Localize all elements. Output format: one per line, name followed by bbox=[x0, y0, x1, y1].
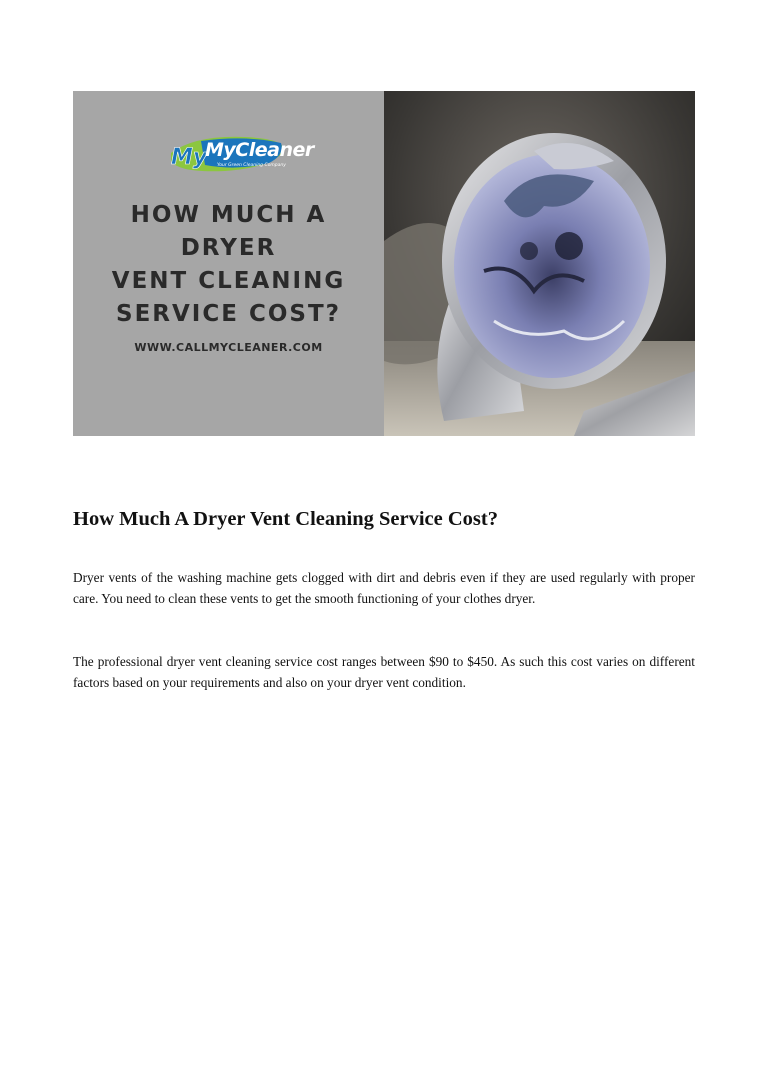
dryer-vent-lint-illustration bbox=[384, 91, 695, 436]
hero-headline bbox=[73, 199, 384, 331]
hero-headline-line: SERVICE COST? bbox=[116, 301, 341, 327]
logo-tagline: Your Green Cleaning Company bbox=[217, 163, 286, 168]
article-paragraph: Dryer vents of the washing machine gets clogged with dirt and debris even if they are used regularly with proper care. You need to clean these vents to get the smooth functioning of your clothes dryer. bbox=[73, 570, 695, 606]
article-paragraph: The professional dryer vent cleaning service cost ranges between $90 to $450. As such this cost varies on different factors based on your requirements and also on your dryer vent condition. bbox=[73, 654, 695, 690]
hero-headline-line: DRYER bbox=[180, 235, 277, 261]
hero-website-url: WWW.CALLMYCLEANER.COM bbox=[134, 341, 323, 354]
hero-headline-line: HOW MUCH A bbox=[130, 202, 327, 228]
hero-text-panel bbox=[73, 91, 384, 436]
svg-text:My: My bbox=[171, 145, 208, 170]
hero-headline-line: VENT CLEANING bbox=[111, 268, 346, 294]
dryer-vent-photo bbox=[384, 91, 695, 436]
logo-brand-text: MyCleaner bbox=[205, 139, 314, 161]
hero-banner bbox=[73, 91, 695, 436]
article-title: How Much A Dryer Vent Cleaning Service Cost? bbox=[73, 508, 498, 530]
mycleaner-logo bbox=[165, 133, 314, 181]
